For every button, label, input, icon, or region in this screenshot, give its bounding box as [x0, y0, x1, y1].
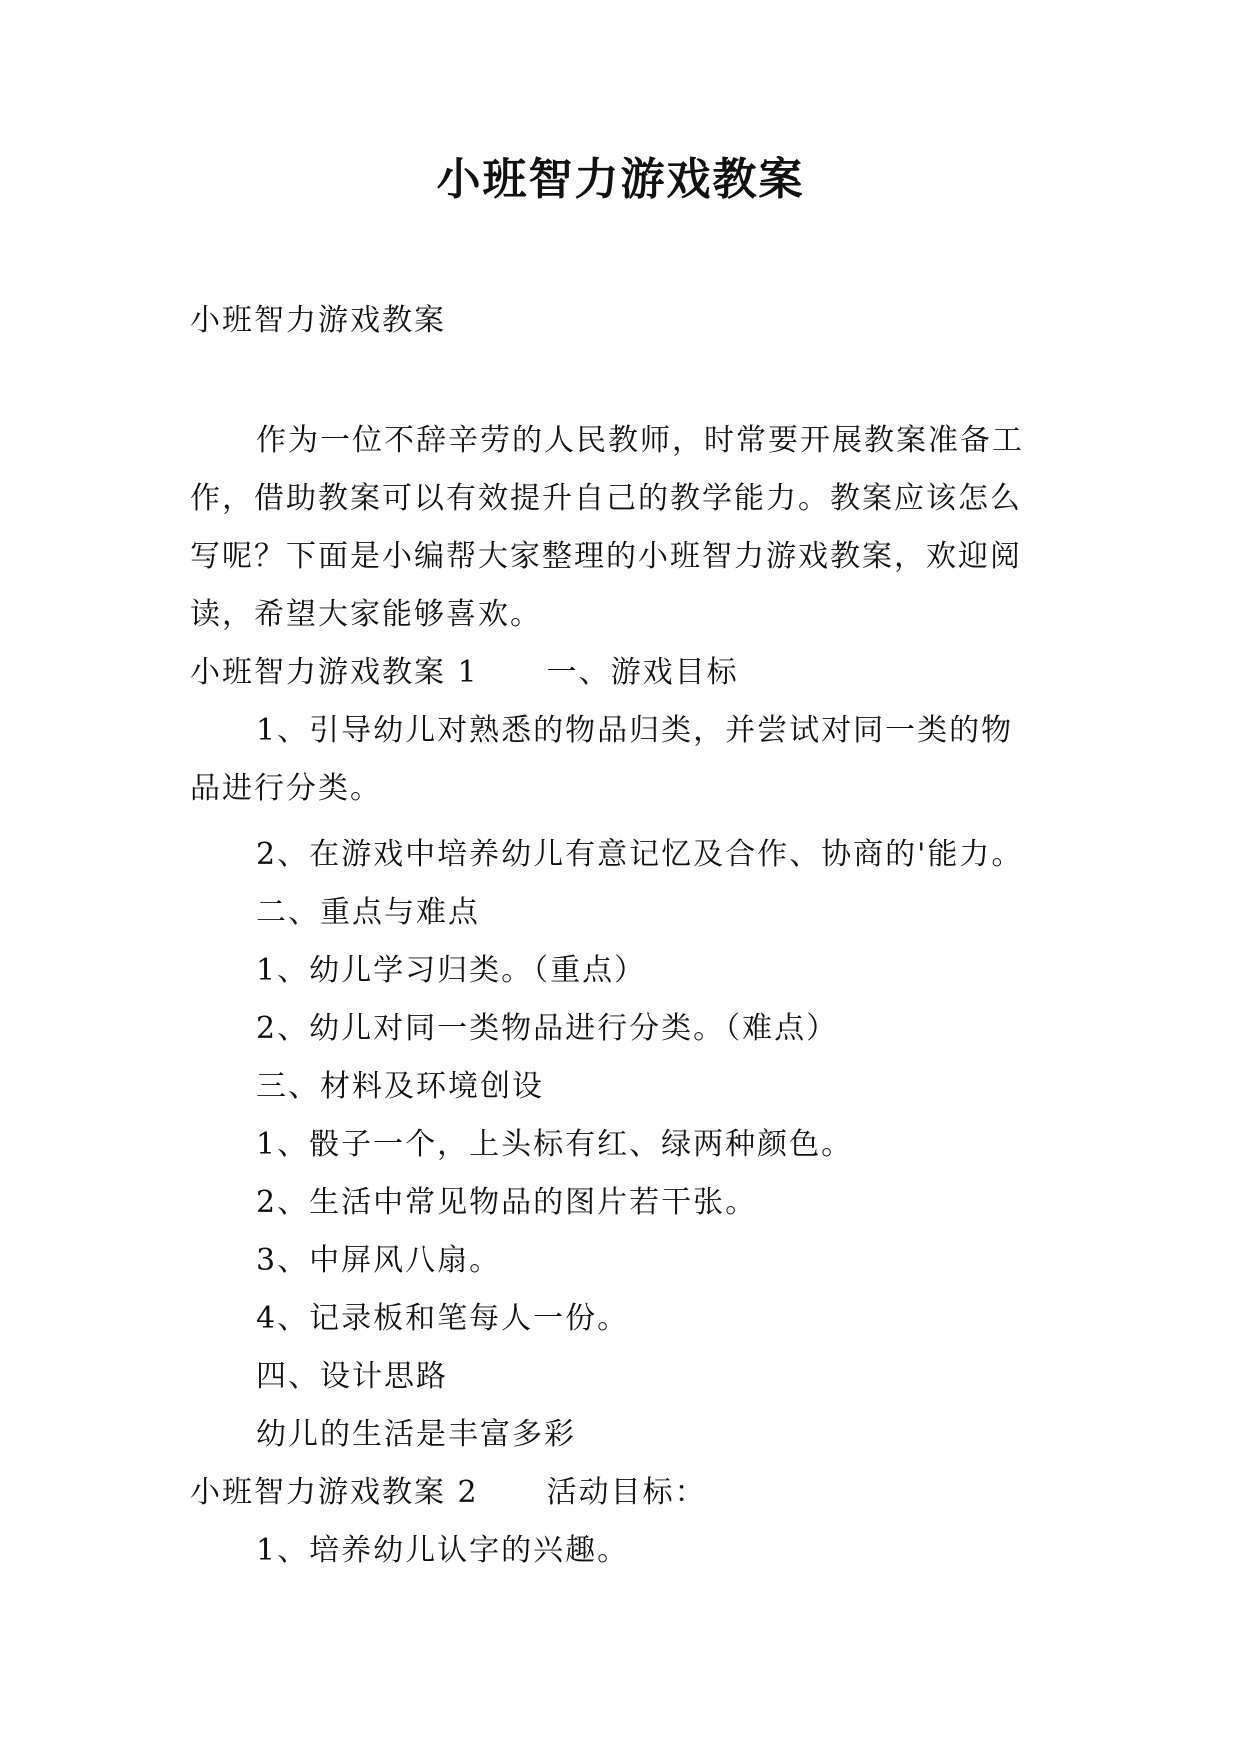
plan1-line: 1、骰子一个，上头标有红、绿两种颜色。: [256, 1127, 854, 1162]
plan1-line: 三、材料及环境创设: [256, 1069, 544, 1104]
intro-line: 作为一位不辞辛劳的人民教师，时常要开展教案准备工: [256, 423, 1024, 458]
plan1-line: 二、重点与难点: [256, 895, 480, 930]
plan1-heading-row: [190, 644, 1060, 702]
plan1-line: 幼儿的生活是丰富多彩: [256, 1417, 576, 1452]
plan2-first-item: 活动目标：: [546, 1475, 707, 1510]
plan2-heading-row: [190, 1464, 1060, 1522]
spacer: [190, 350, 1060, 412]
intro-line: 写呢？下面是小编帮大家整理的小班智力游戏教案，欢迎阅: [190, 539, 1022, 574]
document-title: 小班智力游戏教案: [436, 154, 805, 205]
plan1-heading: 小班智力游戏教案 1: [190, 655, 479, 690]
plan1-line: 2、在游戏中培养幼儿有意记忆及合作、协商的'能力。: [256, 837, 1024, 872]
plan1-line: 2、生活中常见物品的图片若干张。: [256, 1185, 758, 1220]
plan2-line: 1、培养幼儿认字的兴趣。: [256, 1533, 630, 1568]
plan1-line: 4、记录板和笔每人一份。: [256, 1301, 630, 1336]
intro-line: 作，借助教案可以有效提升自己的教学能力。教案应该怎么: [190, 481, 1022, 516]
plan1-line: 品进行分类。: [190, 771, 382, 806]
plan1-first-item: 一、游戏目标: [546, 655, 739, 690]
intro-line: 读，希望大家能够喜欢。: [190, 597, 542, 632]
plan2-heading: 小班智力游戏教案 2: [190, 1475, 479, 1510]
document-body: [190, 292, 1060, 1580]
document-subtitle: 小班智力游戏教案: [190, 303, 446, 338]
plan1-line: 四、设计思路: [256, 1359, 448, 1394]
plan1-line: 1、幼儿学习归类。（重点）: [256, 953, 647, 988]
plan1-line: 3、中屏风八扇。: [256, 1243, 502, 1278]
plan1-line: 1、引导幼儿对熟悉的物品归类，并尝试对同一类的物: [256, 713, 1014, 748]
spacer: [190, 818, 1060, 826]
plan1-line: 2、幼儿对同一类物品进行分类。（难点）: [256, 1011, 839, 1046]
